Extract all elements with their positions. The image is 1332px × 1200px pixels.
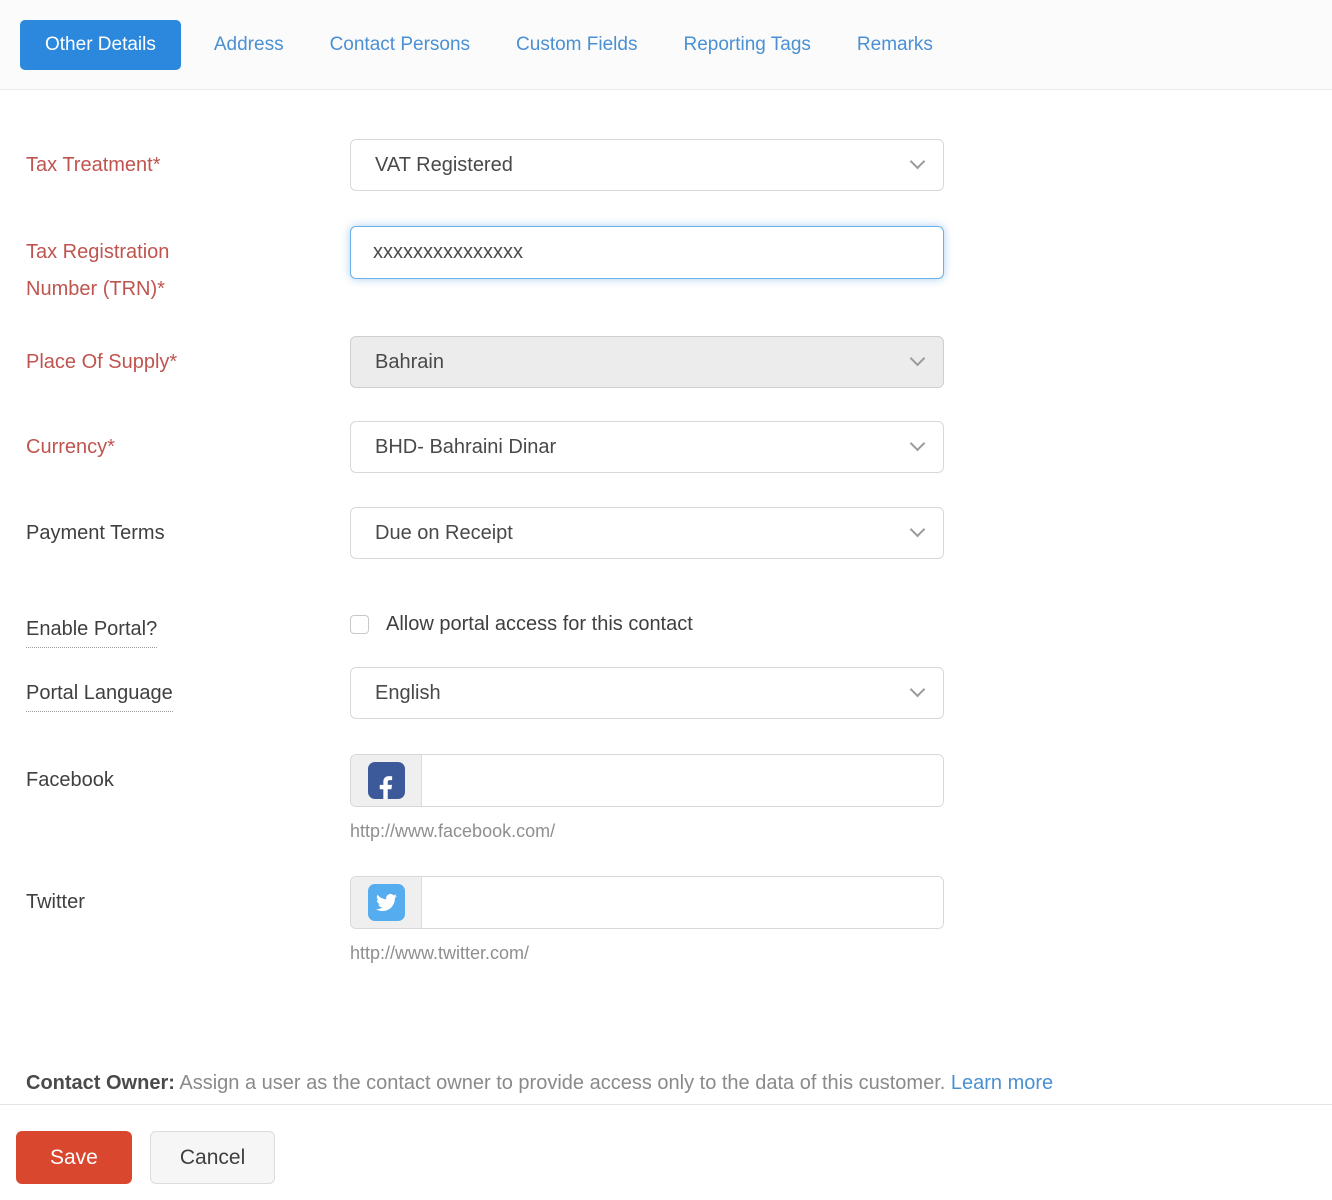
facebook-addon <box>351 755 422 806</box>
portal-language-label-text: Portal Language <box>26 681 173 712</box>
save-button[interactable]: Save <box>16 1131 132 1184</box>
tab-other-details[interactable]: Other Details <box>20 20 181 70</box>
trn-input[interactable] <box>350 226 944 279</box>
twitter-label: Twitter <box>26 891 85 913</box>
tab-custom-fields[interactable]: Custom Fields <box>516 33 638 55</box>
tax-treatment-value: VAT Registered <box>375 153 513 176</box>
twitter-row <box>26 876 1332 964</box>
facebook-row <box>26 754 1332 842</box>
tax-treatment-select[interactable] <box>350 139 944 191</box>
payment-terms-row <box>26 507 1332 559</box>
tab-address[interactable]: Address <box>213 33 284 55</box>
portal-language-label <box>26 667 350 712</box>
place-of-supply-row <box>26 336 1332 388</box>
currency-select[interactable] <box>350 421 944 473</box>
form-footer <box>0 1104 1332 1184</box>
place-of-supply-value: Bahrain <box>375 350 444 373</box>
learn-more-link[interactable]: Learn more <box>950 1072 1054 1094</box>
enable-portal-row <box>26 603 1332 648</box>
chevron-down-icon <box>910 682 926 698</box>
currency-value: BHD- Bahraini Dinar <box>375 435 557 458</box>
twitter-url-hint: http://www.twitter.com/ <box>350 943 530 963</box>
allow-portal-checkbox[interactable] <box>350 615 369 634</box>
enable-portal-label <box>26 603 350 648</box>
currency-label: Currency* <box>26 436 115 458</box>
contact-owner-title: Contact Owner: <box>26 1072 175 1094</box>
allow-portal-checkbox-label[interactable]: Allow portal access for this contact <box>386 613 693 635</box>
contact-owner-note <box>26 1072 1306 1095</box>
tab-contact-persons[interactable]: Contact Persons <box>329 33 471 55</box>
chevron-down-icon <box>910 154 926 170</box>
enable-portal-label-text: Enable Portal? <box>26 617 157 648</box>
cancel-button[interactable]: Cancel <box>150 1131 275 1184</box>
twitter-input-group <box>350 876 944 929</box>
chevron-down-icon <box>910 436 926 452</box>
facebook-input-group <box>350 754 944 807</box>
twitter-icon <box>368 884 405 921</box>
trn-row <box>26 226 1332 308</box>
tab-remarks[interactable]: Remarks <box>856 33 933 55</box>
portal-language-select[interactable] <box>350 667 944 719</box>
tax-treatment-label: Tax Treatment* <box>26 154 161 176</box>
other-details-form <box>0 90 1332 964</box>
payment-terms-select[interactable] <box>350 507 944 559</box>
chevron-down-icon <box>910 351 926 367</box>
twitter-input[interactable] <box>422 877 943 928</box>
portal-language-value: English <box>375 681 441 704</box>
twitter-addon <box>351 877 422 928</box>
tax-treatment-row <box>26 139 1332 191</box>
facebook-input[interactable] <box>422 755 943 806</box>
facebook-label: Facebook <box>26 769 114 791</box>
chevron-down-icon <box>910 522 926 538</box>
place-of-supply-label: Place Of Supply* <box>26 351 178 373</box>
place-of-supply-select[interactable] <box>350 336 944 388</box>
tab-bar <box>0 0 1332 90</box>
portal-language-row <box>26 667 1332 719</box>
facebook-url-hint: http://www.facebook.com/ <box>350 821 556 841</box>
payment-terms-label: Payment Terms <box>26 522 165 544</box>
trn-label: Tax Registration Number (TRN)* <box>26 241 170 300</box>
payment-terms-value: Due on Receipt <box>375 521 513 544</box>
contact-owner-text: Assign a user as the contact owner to provide access only to the data of this customer. <box>174 1072 951 1094</box>
facebook-icon <box>368 762 405 799</box>
tab-reporting-tags[interactable]: Reporting Tags <box>683 33 811 55</box>
currency-row <box>26 421 1332 473</box>
